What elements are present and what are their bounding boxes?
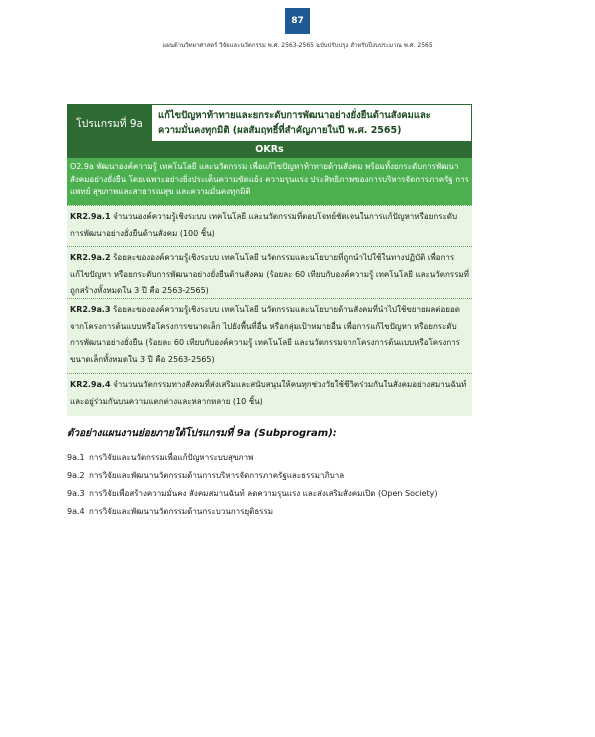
subprogram-code: 9a.3 <box>67 488 85 498</box>
subprogram-code: 9a.4 <box>67 506 85 516</box>
kr-code: KR2.9a.3 <box>70 305 111 314</box>
list-item <box>67 448 438 466</box>
page-number: 87 <box>285 8 310 34</box>
list-item <box>67 466 438 484</box>
objective: O2.9a พัฒนาองค์ความรู้ เทคโนโลยี และนวัตกรรม เพื่อแก้ไขปัญหาท้าทายด้านสังคม พร้อมทั้งยกระดับการพัฒนาสังคมอย่างยั่งยืน โดยเฉพาะอย่างยิ่งประเด็นความขัดแย้ง ความรุนแรง ประสิทธิภาพของการบริหารจัดการภาครัฐ การแพทย์ สุขภาพและสาธารณสุข และความมั่นคงทุกมิติ <box>67 158 472 205</box>
program-title <box>152 104 472 142</box>
kr-code: KR2.9a.4 <box>70 380 111 389</box>
list-item <box>67 484 438 502</box>
list-item <box>67 502 438 520</box>
key-result <box>67 205 472 246</box>
kr-text: ร้อยละขององค์ความรู้เชิงระบบ เทคโนโลยี นวัตกรรมและนโยบายที่ถูกนำไปใช้ในทางปฏิบัติ เพื่อการแก้ไขปัญหา หรือยกระดับการพัฒนาอย่างยั่งยืนด้านสังคม (ร้อยละ 60 เทียบกับองค์ความรู้ เทคโนโลยี และนวัตกรรมที่ถูกสร้างทั้งหมดใน 3 ปี คือ 2563-2565) <box>70 253 469 295</box>
program-title-line2: ความมั่นคงทุกมิติ (ผลสัมฤทธิ์ที่สำคัญภายในปี พ.ศ. 2565) <box>158 125 402 136</box>
kr-code: KR2.9a.1 <box>70 212 111 221</box>
subprogram-text: การวิจัยและนวัตกรรมเพื่อแก้ปัญหาระบบสุขภาพ <box>89 452 254 462</box>
kr-text: จำนวนนวัตกรรมทางสังคมที่ส่งเสริมและสนับสนุนให้คนทุกช่วงวัยใช้ชีวิตร่วมกันในสังคมอย่างสมานฉันท์และอยู่ร่วมกันบนความแตกต่างและหลากหลาย (10 ชิ้น) <box>70 380 467 406</box>
kr-text: จำนวนองค์ความรู้เชิงระบบ เทคโนโลยี และนวัตกรรมที่ตอบโจทย์ชัดเจนในการแก้ปัญหาหรือยกระดับการพัฒนาอย่างยั่งยืนด้านสังคม (100 ชิ้น) <box>70 212 458 238</box>
program-title-line1: แก้ไขปัญหาท้าทายและยกระดับการพัฒนาอย่างยั่งยืนด้านสังคมและ <box>158 110 431 121</box>
subprogram-text: การวิจัยเพื่อสร้างความมั่นคง สังคมสมานฉันท์ ลดความรุนแรง และส่งเสริมสังคมเปิด (Open Society) <box>89 488 438 498</box>
key-result <box>67 373 472 416</box>
kr-code: KR2.9a.2 <box>70 253 111 262</box>
subprogram-text: การวิจัยและพัฒนานวัตกรรมด้านกระบวนการยุติธรรม <box>89 506 274 516</box>
key-result <box>67 246 472 298</box>
program-label: โปรแกรมที่ 9a <box>67 104 152 142</box>
okr-heading: OKRs <box>67 142 472 158</box>
program-table <box>67 104 472 416</box>
key-result <box>67 298 472 373</box>
kr-text: ร้อยละขององค์ความรู้เชิงระบบ เทคโนโลยี นวัตกรรมและนโยบายด้านสังคมที่นำไปใช้ขยายผลต่อยอดจากโครงการต้นแบบหรือโครงการขนาดเล็ก ไปยังพื้นที่อื่น หรือกลุ่มเป้าหมายอื่น เพื่อการแก้ไขปัญหา หรือยกระดับการพัฒนาอย่างยั่งยืน (ร้อยละ 60 เทียบกับองค์ความรู้ เทคโนโลยี และนวัตกรรมจากโครงการต้นแบบหรือโครงการขนาดเล็กทั้งหมดใน 3 ปี คือ 2563-2565) <box>70 305 460 364</box>
subprogram-code: 9a.2 <box>67 470 85 480</box>
subprogram-code: 9a.1 <box>67 452 85 462</box>
subprogram-title: ตัวอย่างแผนงานย่อยภายใต้โปรแกรมที่ 9a (Subprogram): <box>67 428 337 439</box>
running-header: แผนด้านวิทยาศาสตร์ วิจัยและนวัตกรรม พ.ศ. 2563-2565 ฉบับปรับปรุง สำหรับปีงบประมาณ พ.ศ. 2565 <box>162 42 433 49</box>
subprogram-list <box>67 448 438 520</box>
program-header <box>67 104 472 142</box>
subprogram-text: การวิจัยและพัฒนานวัตกรรมด้านการบริหารจัดการภาครัฐและธรรมาภิบาล <box>89 470 345 480</box>
